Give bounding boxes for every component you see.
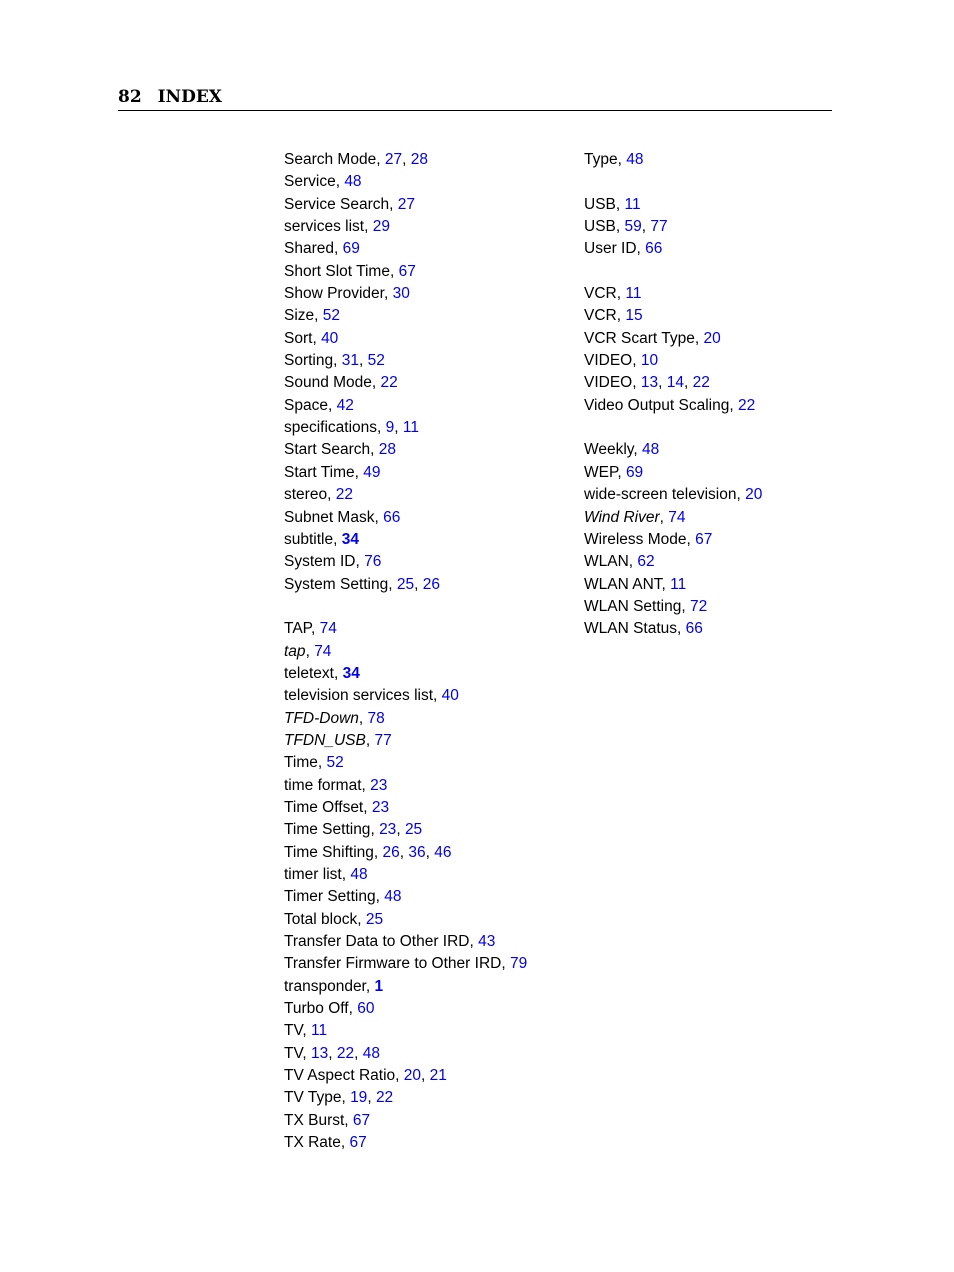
index-term: TV bbox=[284, 1044, 303, 1062]
page-ref-link[interactable]: 40 bbox=[441, 687, 459, 705]
index-term: TX Burst bbox=[284, 1111, 345, 1129]
index-entry: System Setting, 25, 26 bbox=[284, 575, 440, 593]
page-ref-link[interactable]: 36 bbox=[408, 843, 426, 861]
page-ref-link[interactable]: 48 bbox=[350, 866, 368, 883]
index-entry: Space, 42 bbox=[284, 396, 354, 414]
page-ref-link[interactable]: 48 bbox=[642, 441, 660, 459]
index-term: Transfer Firmware to Other IRD bbox=[284, 955, 502, 973]
index-term: VCR Scart Type bbox=[584, 329, 695, 347]
page-ref-link[interactable]: 11 bbox=[311, 1022, 328, 1040]
index-entry: WEP, 69 bbox=[584, 463, 644, 481]
index-term: Space bbox=[284, 396, 328, 414]
index-entry: USB, 59, 77 bbox=[584, 218, 668, 236]
index-term: USB bbox=[584, 195, 616, 213]
index-entry: Wind River, 74 bbox=[584, 508, 686, 526]
index-term: VCR bbox=[584, 307, 617, 325]
index-entry: Sound Mode, 22 bbox=[284, 374, 398, 392]
page-ref-link[interactable]: 52 bbox=[367, 352, 385, 370]
index-term: WLAN Status bbox=[584, 620, 678, 638]
index-term: Sound Mode bbox=[284, 374, 372, 392]
index-entry: Start Time, 49 bbox=[284, 463, 381, 481]
page-ref-link[interactable]: 67 bbox=[349, 1134, 367, 1152]
index-entry: Transfer Firmware to Other IRD, 79 bbox=[284, 955, 528, 973]
index-term: VIDEO bbox=[584, 374, 633, 392]
page-ref-link[interactable]: 46 bbox=[434, 843, 452, 861]
index-entry: Type, 48 bbox=[584, 151, 644, 168]
index-term: Search Mode bbox=[284, 151, 377, 168]
index-entry: time format, 23 bbox=[284, 776, 388, 794]
index-term: TFDN_USB bbox=[284, 731, 366, 749]
index-entry: VIDEO, 10 bbox=[584, 352, 659, 370]
index-term: Time Offset bbox=[284, 798, 364, 816]
page-ref-link[interactable]: 20 bbox=[403, 1067, 422, 1085]
index-entry: TX Burst, 67 bbox=[284, 1111, 371, 1129]
index-term: Short Slot Time bbox=[284, 262, 390, 280]
index-entry: TAP, 74 bbox=[284, 620, 337, 638]
page-ref-link[interactable]: 48 bbox=[344, 173, 362, 191]
index-entry: Video Output Scaling, 22 bbox=[584, 396, 756, 414]
page-ref-link[interactable]: 27 bbox=[384, 151, 403, 168]
page-ref-link[interactable]: 69 bbox=[342, 240, 360, 258]
page-ref-link[interactable]: 67 bbox=[352, 1111, 371, 1129]
page-ref-link[interactable]: 22 bbox=[737, 396, 756, 414]
index-entry: WLAN ANT, 11 bbox=[584, 575, 687, 593]
letter-group-gap bbox=[284, 596, 574, 618]
page-ref-link[interactable]: 10 bbox=[640, 352, 659, 370]
index-term: transponder bbox=[284, 977, 366, 995]
index-entry: subtitle, 34 bbox=[284, 530, 359, 548]
index-entry: WLAN Setting, 72 bbox=[584, 597, 708, 615]
page-ref-link[interactable]: 34 bbox=[342, 664, 360, 682]
page-ref-link[interactable]: 67 bbox=[695, 530, 713, 548]
page-ref-link[interactable]: 62 bbox=[637, 553, 655, 571]
index-term: Show Provider bbox=[284, 285, 384, 303]
index-term: Size bbox=[284, 307, 315, 325]
page-header bbox=[118, 86, 832, 111]
index-entry: Subnet Mask, 66 bbox=[284, 508, 401, 526]
index-entry: TX Rate, 67 bbox=[284, 1134, 367, 1152]
index-term: Start Search bbox=[284, 441, 371, 459]
index-term: Sorting bbox=[284, 352, 334, 370]
page-ref-link[interactable]: 26 bbox=[382, 843, 400, 861]
index-entry: WLAN, 62 bbox=[584, 553, 655, 571]
index-term: wide-screen television bbox=[584, 486, 737, 504]
index-entry: Short Slot Time, 67 bbox=[284, 262, 416, 280]
index-entry: tap, 74 bbox=[284, 642, 332, 660]
index-entry: Sort, 40 bbox=[284, 329, 339, 347]
index-entry: specifications, 9, 11 bbox=[284, 419, 420, 437]
index-entry: Start Search, 28 bbox=[284, 441, 397, 459]
index-term: services list bbox=[284, 218, 365, 236]
page-ref-link[interactable]: 25 bbox=[396, 575, 415, 593]
index-term: User ID bbox=[584, 240, 637, 258]
index-entry: television services list, 40 bbox=[284, 687, 459, 705]
index-term: System Setting bbox=[284, 575, 389, 593]
index-entry: Show Provider, 30 bbox=[284, 285, 410, 303]
index-term: timer list bbox=[284, 866, 342, 883]
page-ref-link[interactable]: 25 bbox=[365, 910, 384, 928]
page-ref-link[interactable]: 66 bbox=[685, 620, 703, 638]
index-entry: TV, 11 bbox=[284, 1022, 328, 1040]
page-ref-link[interactable]: 77 bbox=[374, 731, 392, 749]
index-entry: Service Search, 27 bbox=[284, 195, 415, 213]
page-ref-link[interactable]: 48 bbox=[626, 151, 644, 168]
index-column-right bbox=[584, 149, 844, 641]
index-term: TV bbox=[284, 1022, 303, 1040]
index-entry: TV Type, 19, 22 bbox=[284, 1089, 394, 1107]
page-ref-link[interactable]: 52 bbox=[322, 307, 341, 325]
page-ref-link[interactable]: 30 bbox=[392, 285, 410, 303]
page-title: INDEX bbox=[157, 87, 222, 107]
index-entry: transponder, 1 bbox=[284, 977, 384, 995]
index-term: Turbo Off bbox=[284, 1000, 349, 1018]
index-entry: USB, 11 bbox=[584, 195, 641, 213]
index-term: TX Rate bbox=[284, 1134, 341, 1152]
index-term: Wind River bbox=[584, 508, 660, 526]
page-ref-link[interactable]: 20 bbox=[745, 486, 763, 504]
index-entry: TFD-Down, 78 bbox=[284, 709, 385, 727]
page-ref-link[interactable]: 22 bbox=[375, 1089, 394, 1107]
page-ref-link[interactable]: 15 bbox=[625, 307, 643, 325]
page-ref-link[interactable]: 11 bbox=[670, 575, 687, 593]
index-term: WLAN Setting bbox=[584, 597, 682, 615]
letter-group-gap bbox=[584, 261, 844, 283]
index-term: time format bbox=[284, 776, 362, 794]
index-term: Transfer Data to Other IRD bbox=[284, 933, 470, 951]
page-ref-link[interactable]: 42 bbox=[336, 396, 354, 414]
letter-group-gap bbox=[584, 171, 844, 193]
index-entry: User ID, 66 bbox=[584, 240, 663, 258]
page-ref-link[interactable]: 48 bbox=[362, 1044, 381, 1062]
index-term: WEP bbox=[584, 463, 618, 481]
page-ref-link[interactable]: 19 bbox=[350, 1089, 368, 1107]
page-ref-link[interactable]: 25 bbox=[404, 821, 423, 839]
page-number: 82 bbox=[118, 87, 142, 107]
index-term: Service Search bbox=[284, 195, 390, 213]
index-entry: teletext, 34 bbox=[284, 664, 360, 682]
index-entry: VCR, 15 bbox=[584, 307, 643, 325]
index-term: Time Shifting bbox=[284, 843, 374, 861]
page-ref-link[interactable]: 29 bbox=[372, 218, 390, 236]
page-ref-link[interactable]: 77 bbox=[650, 218, 668, 236]
page-ref-link[interactable]: 74 bbox=[668, 508, 686, 526]
index-term: Sort bbox=[284, 329, 313, 347]
page-ref-link[interactable]: 13 bbox=[640, 374, 659, 392]
index-entry: Service, 48 bbox=[284, 173, 362, 191]
index-term: Start Time bbox=[284, 463, 355, 481]
index-entry: timer list, 48 bbox=[284, 866, 368, 883]
page-ref-link[interactable]: 31 bbox=[341, 352, 359, 370]
page-ref-link[interactable]: 52 bbox=[326, 754, 344, 772]
index-term: TV Aspect Ratio bbox=[284, 1067, 396, 1085]
index-entry: Total block, 25 bbox=[284, 910, 384, 928]
index-entry: Sorting, 31, 52 bbox=[284, 352, 385, 370]
index-entry: Time, 52 bbox=[284, 754, 344, 772]
index-term: WLAN ANT bbox=[584, 575, 662, 593]
index-term: Service bbox=[284, 173, 336, 191]
page-ref-link[interactable]: 11 bbox=[402, 419, 420, 437]
page-ref-link[interactable]: 1 bbox=[374, 977, 384, 995]
page-ref-link[interactable]: 23 bbox=[379, 821, 397, 839]
index-term: tap bbox=[284, 642, 306, 660]
index-entry: services list, 29 bbox=[284, 218, 390, 236]
index-entry: Transfer Data to Other IRD, 43 bbox=[284, 933, 496, 951]
index-term: System ID bbox=[284, 553, 356, 571]
page-ref-link[interactable]: 22 bbox=[692, 374, 710, 392]
page-ref-link[interactable]: 28 bbox=[378, 441, 397, 459]
page-ref-link[interactable]: 60 bbox=[357, 1000, 375, 1018]
index-term: teletext bbox=[284, 664, 334, 682]
page-ref-link[interactable]: 66 bbox=[645, 240, 663, 258]
page-ref-link[interactable]: 72 bbox=[689, 597, 708, 615]
index-term: Video Output Scaling bbox=[584, 396, 730, 414]
letter-group-gap bbox=[584, 417, 844, 439]
index-entry: Timer Setting, 48 bbox=[284, 888, 402, 906]
index-term: TV Type bbox=[284, 1089, 342, 1107]
index-entry: Time Setting, 23, 25 bbox=[284, 821, 423, 839]
index-entry: Shared, 69 bbox=[284, 240, 360, 258]
index-entry: Wireless Mode, 67 bbox=[584, 530, 713, 548]
index-term: stereo bbox=[284, 486, 328, 504]
page-ref-link[interactable]: 40 bbox=[321, 329, 339, 347]
page-ref-link[interactable]: 14 bbox=[666, 374, 684, 392]
index-term: USB bbox=[584, 218, 616, 236]
index-entry: wide-screen television, 20 bbox=[584, 486, 763, 504]
index-term: television services list bbox=[284, 687, 434, 705]
page-ref-link[interactable]: 48 bbox=[384, 888, 402, 906]
page-ref-link[interactable]: 67 bbox=[398, 262, 416, 280]
index-entry: VCR Scart Type, 20 bbox=[584, 329, 721, 347]
page-ref-link[interactable]: 23 bbox=[370, 776, 388, 794]
index-entry: TV, 13, 22, 48 bbox=[284, 1044, 381, 1062]
index-term: Weekly bbox=[584, 441, 634, 459]
index-term: Total block bbox=[284, 910, 358, 928]
index-term: TAP bbox=[284, 620, 311, 638]
page-ref-link[interactable]: 27 bbox=[397, 195, 415, 213]
page-ref-link[interactable]: 34 bbox=[341, 530, 359, 548]
page-ref-link[interactable]: 74 bbox=[314, 642, 332, 660]
page-ref-link[interactable]: 22 bbox=[380, 374, 398, 392]
index-entry: System ID, 76 bbox=[284, 553, 382, 571]
page-ref-link[interactable]: 22 bbox=[336, 1044, 355, 1062]
index-entry: Search Mode, 27, 28 bbox=[284, 151, 428, 168]
page-ref-link[interactable]: 43 bbox=[478, 933, 496, 951]
index-column-left bbox=[284, 149, 574, 1154]
page-ref-link[interactable]: 76 bbox=[364, 553, 382, 571]
page-ref-link[interactable]: 11 bbox=[624, 195, 641, 213]
index-term: Time Setting bbox=[284, 821, 371, 839]
page-ref-link[interactable]: 20 bbox=[703, 329, 721, 347]
index-entry: Weekly, 48 bbox=[584, 441, 660, 459]
index-entry: WLAN Status, 66 bbox=[584, 620, 703, 638]
page-ref-link[interactable]: 74 bbox=[319, 620, 337, 638]
page-ref-link[interactable]: 13 bbox=[311, 1044, 329, 1062]
page-ref-link[interactable]: 23 bbox=[371, 798, 390, 816]
page-ref-link[interactable]: 66 bbox=[383, 508, 401, 526]
index-term: WLAN bbox=[584, 553, 629, 571]
index-entry: Time Shifting, 26, 36, 46 bbox=[284, 843, 452, 861]
page-ref-link[interactable]: 21 bbox=[429, 1067, 447, 1085]
page-ref-link[interactable]: 49 bbox=[363, 463, 381, 481]
index-term: Subnet Mask bbox=[284, 508, 375, 526]
index-term: Wireless Mode bbox=[584, 530, 687, 548]
page-ref-link[interactable]: 9 bbox=[385, 419, 395, 437]
index-entry: Turbo Off, 60 bbox=[284, 1000, 375, 1018]
index-term: subtitle bbox=[284, 530, 334, 548]
index-entry: Size, 52 bbox=[284, 307, 341, 325]
index-term: VCR bbox=[584, 285, 617, 303]
index-term: VIDEO bbox=[584, 352, 633, 370]
page-ref-link[interactable]: 59 bbox=[624, 218, 642, 236]
index-entry: Time Offset, 23 bbox=[284, 798, 390, 816]
index-term: Time bbox=[284, 754, 318, 772]
index-entry: TFDN_USB, 77 bbox=[284, 731, 392, 749]
index-term: specifications bbox=[284, 419, 378, 437]
page-ref-link[interactable]: 79 bbox=[509, 955, 528, 973]
index-term: TFD-Down bbox=[284, 709, 359, 727]
index-term: Type bbox=[584, 151, 618, 168]
page-ref-link[interactable]: 26 bbox=[422, 575, 440, 593]
page-ref-link[interactable]: 28 bbox=[410, 151, 428, 168]
page-ref-link[interactable]: 78 bbox=[367, 709, 385, 727]
index-entry: stereo, 22 bbox=[284, 486, 353, 504]
index-term: Timer Setting bbox=[284, 888, 376, 906]
index-entry: TV Aspect Ratio, 20, 21 bbox=[284, 1067, 447, 1085]
page-ref-link[interactable]: 22 bbox=[335, 486, 353, 504]
index-entry: VIDEO, 13, 14, 22 bbox=[584, 374, 710, 392]
page-ref-link[interactable]: 69 bbox=[625, 463, 644, 481]
page-ref-link[interactable]: 11 bbox=[625, 285, 642, 303]
index-entry: VCR, 11 bbox=[584, 285, 642, 303]
index-term: Shared bbox=[284, 240, 334, 258]
